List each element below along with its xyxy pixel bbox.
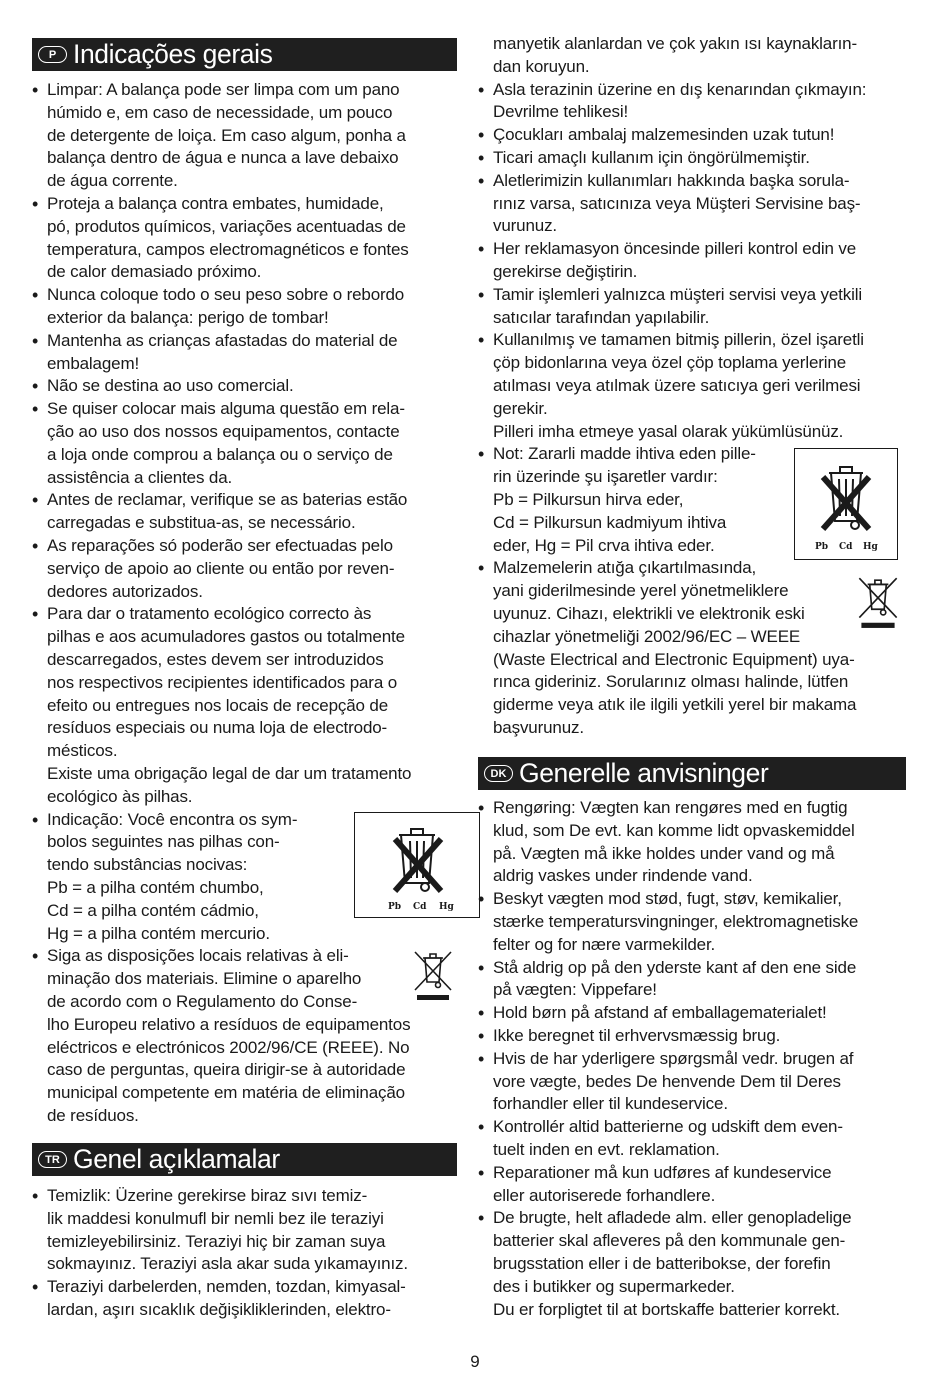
text-line: på. Vægten må ikke holdes under vand og må	[493, 843, 835, 863]
text-line: aldrig vaskes under rindende vand.	[493, 866, 753, 886]
text-line: serviço de apoio ao cliente ou então por reven-	[47, 558, 395, 578]
bullet-icon: •	[478, 1048, 485, 1069]
bullet-icon: •	[32, 946, 39, 967]
weee-symbol-tr	[855, 574, 901, 635]
language-badge-dk: DK	[484, 765, 513, 782]
language-badge-pt: P	[38, 46, 67, 63]
text-line: manyetik alanlardan ve çok yakın ısı kaynakların-	[493, 34, 857, 53]
bullet-icon: •	[32, 194, 39, 214]
text-line: Stå aldrig op på den yderste kant af den ene side	[493, 957, 857, 977]
text-line: ção ao uso dos nossos equipamentos, contacte	[47, 421, 400, 441]
weee-bin-icon	[411, 948, 455, 1002]
section-header-dk	[478, 757, 906, 790]
text-line: de calor demasiado próximo.	[47, 262, 262, 282]
text-line: nos respectivos recipientes identificados para o	[47, 672, 397, 692]
text-line: lho Europeu relativo a resíduos de equipamentos	[47, 1014, 411, 1034]
text-line: resíduos especiais ou numa loja de electrodo-	[47, 718, 388, 738]
text-line: descarregados, estes devem ser introduzidos	[47, 649, 384, 669]
text-line: de resíduos.	[47, 1105, 139, 1125]
text-line: rınca gideriniz. Sorularınız olması halinde, lütfen	[493, 672, 849, 692]
text-line: Du er forpligtet til at bortskaffe batterier korrekt.	[493, 1299, 841, 1319]
text-line: Ikke beregnet til erhvervsmæssig brug.	[493, 1026, 781, 1045]
bullet-icon: •	[478, 889, 485, 910]
text-line: bolos seguintes nas pilhas con-	[47, 832, 280, 852]
symbol-hg: Hg	[439, 902, 454, 912]
bullet-icon: •	[478, 148, 485, 168]
bullet-icon: •	[478, 558, 485, 579]
text-line: vurunuz.	[493, 216, 558, 236]
text-line: eller autoriserede forhandlere.	[493, 1185, 716, 1205]
text-line: Teraziyi darbelerden, nemden, tozdan, kimyasal-	[47, 1277, 406, 1297]
text-line: municipal competente em matéria de eliminação	[47, 1083, 405, 1103]
text-line: gerekirse değiştirin.	[493, 261, 638, 281]
text-line: Para dar o tratamento ecológico correcto às	[47, 604, 372, 624]
text-line: Cd = Pilkursun kadmiyum ihtiva	[493, 512, 727, 532]
text-line: Indicação: Você encontra os sym-	[47, 809, 298, 829]
symbol-pb: Pb	[815, 542, 829, 552]
text-line: sokmayınız. Teraziyi asla akar suda yıkamayınız.	[47, 1254, 408, 1274]
bullet-icon: •	[478, 957, 485, 978]
text-line: Tamir işlemleri yalnızca müşteri servisi veya yetkili	[493, 284, 862, 304]
text-line: yani giderilmesinde yerel yönetmeliklere	[493, 581, 789, 601]
section-header-pt	[32, 38, 457, 71]
bullet-icon: •	[32, 809, 39, 830]
text-line: Devrilme tehlikesi!	[493, 102, 629, 122]
bullet-icon: •	[32, 285, 39, 306]
text-line: på vægten: Vippefare!	[493, 980, 657, 1000]
text-line: çöp bidonlarına veya özel çöp toplama yerlerine	[493, 353, 846, 373]
text-line: mésticos.	[47, 741, 118, 761]
text-line: vore vægte, bedes De henvende Dem til Deres	[493, 1071, 841, 1091]
text-line: De brugte, helt afladede alm. eller genopladelige	[493, 1208, 852, 1228]
text-line: cihazlar yönetmeliği 2002/96/EC – WEEE	[493, 626, 801, 646]
text-line: embalagem!	[47, 353, 140, 373]
text-line: Limpar: A balança pode ser limpa com um pano	[47, 80, 400, 99]
text-line: rin üzerinde şu işaretler vardır:	[493, 467, 718, 487]
symbol-pb: Pb	[388, 902, 402, 912]
bullet-icon: •	[478, 1162, 485, 1183]
text-line: carregadas e substitua-as, se necessário.	[47, 513, 356, 533]
bullet-icon: •	[478, 1003, 485, 1024]
text-line: başvurunuz.	[493, 717, 584, 737]
bullet-icon: •	[478, 330, 485, 351]
bullet-icon: •	[32, 490, 39, 511]
text-line: uyunuz. Cihazı, elektrikli ve elektronik eski	[493, 603, 805, 623]
bullet-icon: •	[32, 1277, 39, 1298]
bullet-icon: •	[478, 1208, 485, 1229]
text-line: Kontrollér altid batterierne og udskift dem even-	[493, 1117, 843, 1137]
text-line: eléctricos e electrónicos 2002/96/CE (REEE). No	[47, 1037, 410, 1057]
text-line: Malzemelerin atığa çıkartılmasında,	[493, 558, 757, 578]
text-line: des i butikker og supermarkeder.	[493, 1276, 735, 1296]
bullet-icon: •	[478, 79, 485, 100]
crossed-bin-icon	[795, 449, 896, 558]
text-line: de detergente de loiça. Em caso algum, ponha a	[47, 125, 406, 145]
text-line: rınız varsa, satıcınıza veya Müşteri Servisine baş-	[493, 193, 861, 213]
text-line: tuelt inden en evt. reklamation.	[493, 1139, 720, 1159]
text-line: Proteja a balança contra embates, humidade,	[47, 194, 384, 213]
text-line: Cd = a pilha contém cádmio,	[47, 900, 259, 920]
text-line: caso de perguntas, queira dirigir-se à autoridade	[47, 1060, 406, 1080]
text-line: satıcılar tarafından yapılabilir.	[493, 307, 710, 327]
battery-bin-symbol-box-pt	[354, 812, 480, 918]
text-line: assistência a clientes da.	[47, 467, 233, 487]
bullet-icon: •	[478, 239, 485, 260]
bullet-icon: •	[478, 444, 485, 465]
text-line: temperatura, campos electromagnéticos e fontes	[47, 239, 409, 259]
symbol-hg: Hg	[863, 542, 878, 552]
text-line: stærke temperatursvingninger, elektromagnetiske	[493, 911, 859, 931]
section-header-tr	[32, 1143, 457, 1176]
text-line: Existe uma obrigação legal de dar um tratamento	[47, 763, 412, 783]
text-line: de água corrente.	[47, 171, 178, 191]
section-title-pt: Indicações gerais	[73, 39, 273, 69]
section-title-dk: Generelle anvisninger	[519, 758, 769, 788]
text-line: Asla terazinin üzerine en dış kenarından çıkmayın:	[493, 79, 867, 99]
page-number: 9	[470, 1352, 480, 1371]
symbol-cd: Cd	[839, 542, 853, 552]
bullet-icon: •	[32, 1186, 39, 1206]
text-line: batterier skal afleveres på den kommunale gen-	[493, 1231, 846, 1251]
text-line: temizleyebilirsiniz. Teraziyi hiç bir zaman suya	[47, 1231, 386, 1251]
text-line: balança dentro de água e nunca a lave debaixo	[47, 148, 399, 168]
text-line: Pb = a pilha contém chumbo,	[47, 877, 264, 897]
bullet-icon: •	[32, 330, 39, 351]
text-line: Nunca coloque todo o seu peso sobre o rebordo	[47, 285, 405, 305]
text-line: Ticari amaçlı kullanım için öngörülmemiştir.	[493, 148, 810, 167]
text-line: Hold børn på afstand af emballagematerialet!	[493, 1003, 827, 1023]
text-line: Siga as disposições locais relativas à eli-	[47, 946, 349, 966]
bullet-icon: •	[478, 1026, 485, 1046]
text-line: Pb = Pilkursun hirva eder,	[493, 489, 684, 509]
bullet-icon: •	[478, 125, 485, 146]
text-line: efeito ou entregues nos locais de recepção de	[47, 695, 389, 715]
text-line: Kullanılmış ve tamamen bitmiş pillerin, özel işaretli	[493, 330, 864, 350]
section-title-tr: Genel açıklamalar	[73, 1144, 280, 1174]
text-line: Reparationer må kun udføres af kundeservice	[493, 1162, 832, 1182]
battery-bin-symbol-box-tr	[794, 448, 898, 560]
text-line: lardan, aşırı sıcaklık değişikliklerinden, elektro-	[47, 1299, 391, 1319]
language-badge-tr: TR	[38, 1151, 67, 1168]
text-line: húmido e, em caso de necessidade, um pouco	[47, 102, 393, 122]
text-line: brugsstation eller i de batteribokse, der forefin	[493, 1253, 831, 1273]
text-line: Hg = a pilha contém mercurio.	[47, 923, 270, 943]
text-line: dedores autorizados.	[47, 581, 203, 601]
text-line: Aletlerimizin kullanımları hakkında başka sorula-	[493, 170, 850, 190]
text-line: de acordo com o Regulamento do Conse-	[47, 991, 358, 1011]
text-line: gerekir.	[493, 398, 548, 418]
text-line: lik maddesi konulmufl bir nemli bez ile teraziyi	[47, 1208, 384, 1228]
bullet-icon: •	[32, 376, 39, 397]
text-line: forhandler eller til kundeservice.	[493, 1094, 728, 1114]
text-line: Her reklamasyon öncesinde pilleri kontrol edin ve	[493, 239, 857, 259]
text-line: As reparações só poderão ser efectuadas pelo	[47, 536, 393, 555]
text-line: giderme veya atık ile ilgili yetkili yerel bir makama	[493, 695, 857, 715]
text-line: ecológico às pilhas.	[47, 786, 193, 806]
bullet-icon: •	[478, 170, 485, 191]
text-line: eder, Hg = Pil crva ihtiva eder.	[493, 535, 715, 555]
text-line: pilhas e aos acumuladores gastos ou totalmente	[47, 627, 405, 647]
text-line: Temizlik: Üzerine gerekirse biraz sıvı temiz-	[47, 1186, 368, 1205]
text-line: tendo substâncias nocivas:	[47, 855, 248, 875]
text-line: klud, som De evt. kan komme lidt opvaskemiddel	[493, 820, 855, 840]
weee-symbol-pt	[411, 948, 455, 1007]
text-line: Not: Zararli madde ihtiva eden pille-	[493, 444, 756, 464]
text-line: Beskyt vægten mod stød, fugt, støv, kemikalier,	[493, 889, 842, 909]
symbol-cd: Cd	[413, 902, 427, 912]
text-line: a loja onde comprou a balança ou o serviço de	[47, 444, 393, 464]
bullet-icon: •	[478, 1117, 485, 1138]
text-line: Mantenha as crianças afastadas do material de	[47, 330, 398, 350]
text-line: (Waste Electrical and Electronic Equipment) uya-	[493, 649, 855, 669]
text-line: Não se destina ao uso comercial.	[47, 376, 294, 396]
bullet-icon: •	[478, 284, 485, 305]
crossed-bin-icon	[355, 813, 478, 916]
text-line: pó, produtos químicos, variações acentuadas de	[47, 216, 406, 236]
text-line: exterior da balança: perigo de tombar!	[47, 307, 329, 327]
text-line: Se quiser colocar mais alguma questão em rela-	[47, 399, 405, 419]
text-line: Pilleri imha etmeye yasal olarak yükümlüsünüz.	[493, 421, 844, 441]
text-line: Hvis de har yderligere spørgsmål vedr. brugen af	[493, 1048, 854, 1068]
text-line: felter og for nære varmekilder.	[493, 934, 716, 954]
text-line: Antes de reclamar, verifique se as baterias estão	[47, 490, 408, 510]
text-line: Çocukları ambalaj malzemesinden uzak tutun!	[493, 125, 835, 145]
text-line: dan koruyun.	[493, 56, 590, 76]
bullet-icon: •	[32, 399, 39, 420]
text-line: minação dos materiais. Elimine o aparelho	[47, 969, 362, 989]
bullet-icon: •	[32, 604, 39, 625]
bullet-icon: •	[32, 80, 39, 100]
text-line: atılması veya atılmak üzere satıcıya geri verilmesi	[493, 375, 861, 395]
text-line: Rengøring: Vægten kan rengøres med en fugtig	[493, 798, 848, 817]
bullet-icon: •	[32, 536, 39, 556]
weee-bin-icon	[855, 574, 901, 630]
bullet-icon: •	[478, 798, 485, 818]
